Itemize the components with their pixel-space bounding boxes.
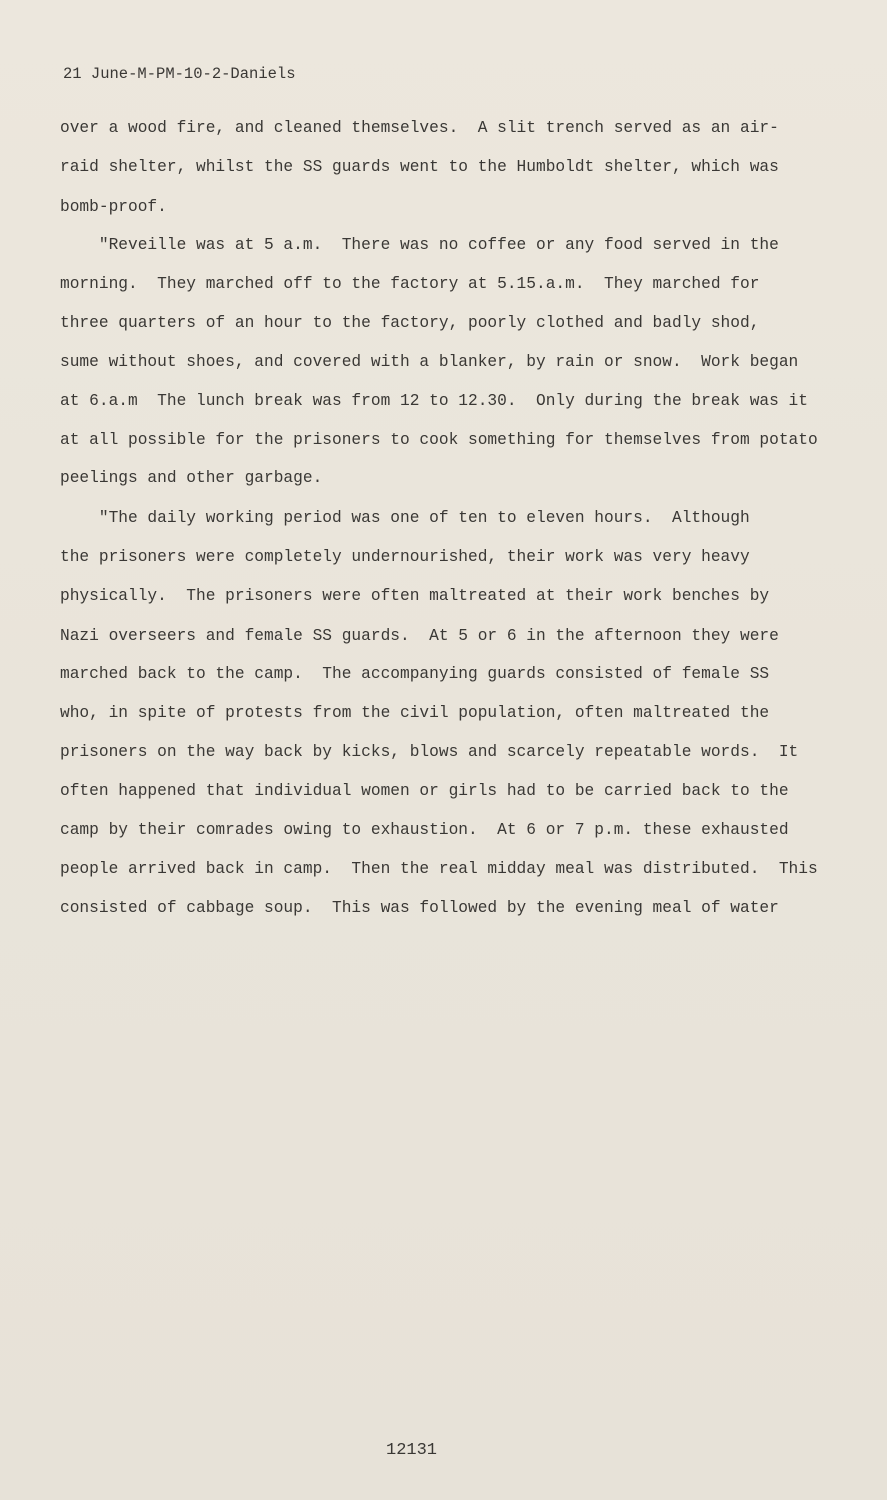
text-line: the prisoners were completely undernourished, their work was very heavy	[60, 548, 750, 566]
text-line: sume without shoes, and covered with a blanker, by rain or snow. Work began	[60, 353, 799, 371]
text-line: marched back to the camp. The accompanying guards consisted of female SS	[60, 665, 770, 683]
text-line: consisted of cabbage soup. This was followed by the evening meal of water	[60, 899, 779, 917]
text-line: at all possible for the prisoners to cook something for themselves from potato	[60, 431, 818, 449]
text-line: morning. They marched off to the factory at 5.15.a.m. They marched for	[60, 275, 760, 293]
text-line: over a wood fire, and cleaned themselves. A slit trench served as an air-	[60, 119, 779, 137]
text-line: prisoners on the way back by kicks, blows and scarcely repeatable words. It	[60, 743, 799, 761]
text-line: physically. The prisoners were often maltreated at their work benches by	[60, 587, 770, 605]
text-line: raid shelter, whilst the SS guards went to the Humboldt shelter, which was	[60, 158, 779, 176]
text-line: at 6.a.m The lunch break was from 12 to 12.30. Only during the break was it	[60, 392, 808, 410]
text-line: who, in spite of protests from the civil population, often maltreated the	[60, 704, 770, 722]
text-line: three quarters of an hour to the factory, poorly clothed and badly shod,	[60, 314, 760, 332]
text-line: people arrived back in camp. Then the real midday meal was distributed. This	[60, 860, 818, 878]
page-number: 12131	[386, 1441, 438, 1460]
text-line: peelings and other garbage.	[60, 469, 323, 487]
text-line: camp by their comrades owing to exhaustion. At 6 or 7 p.m. these exhausted	[60, 821, 789, 839]
document-header: 21 June-M-PM-10-2-Daniels	[63, 65, 296, 83]
text-line: "The daily working period was one of ten to eleven hours. Although	[60, 509, 750, 527]
text-line: "Reveille was at 5 a.m. There was no coffee or any food served in the	[60, 236, 779, 254]
text-line: often happened that individual women or girls had to be carried back to the	[60, 782, 789, 800]
text-line: Nazi overseers and female SS guards. At 5 or 6 in the afternoon they were	[60, 627, 779, 645]
text-line: bomb-proof.	[60, 198, 167, 216]
